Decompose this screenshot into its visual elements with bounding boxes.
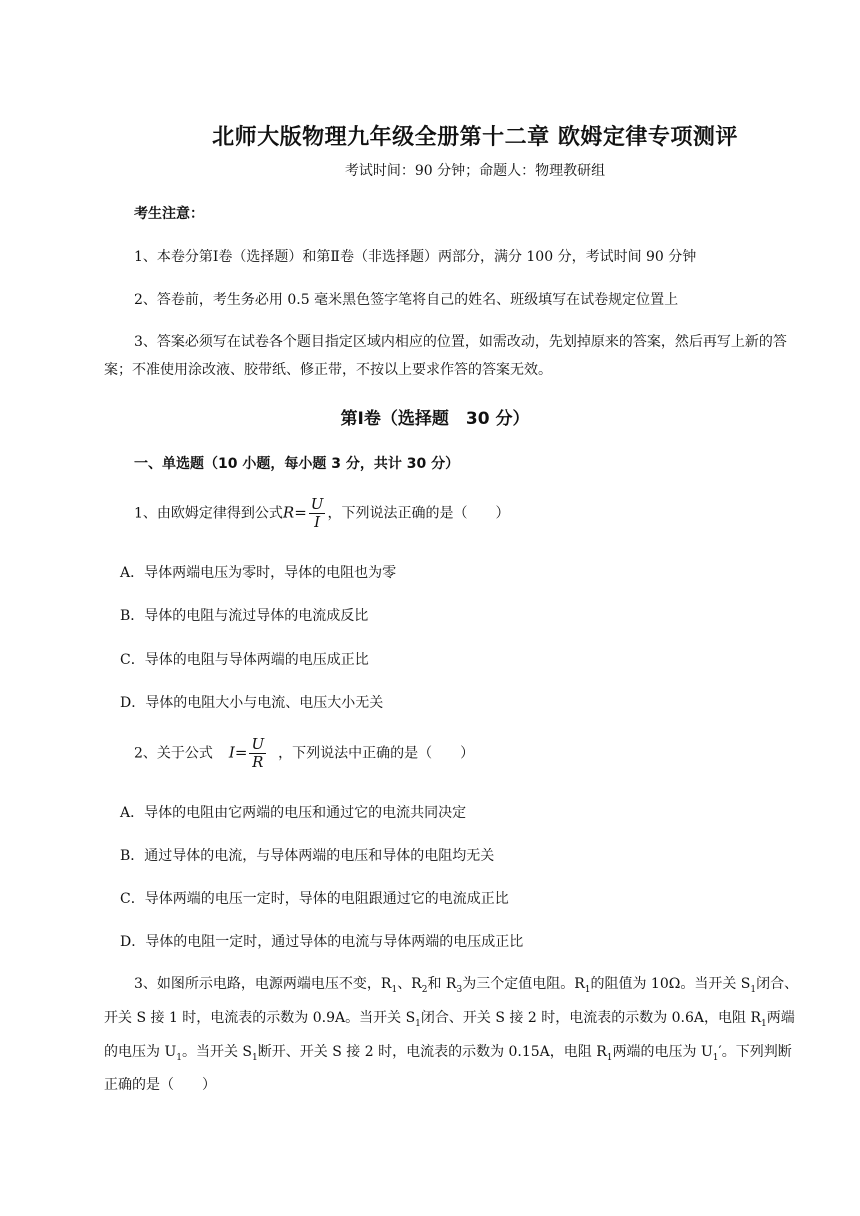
q3-text: 、R: [397, 976, 422, 992]
exam-info: 考试时间：90 分钟；命题人：物理教研组: [344, 163, 606, 179]
q3-text: 3、如图所示电路，电源两端电压不变，R: [134, 976, 392, 992]
q3-sub: 3: [456, 984, 463, 995]
q3-text: 两端的电压为 U: [612, 1043, 713, 1060]
q2-option-b: B．通过导体的电流，与导体两端的电压和导体的电阻均无关: [120, 848, 495, 864]
q3-text: 闭合、开关 S 接 1 时，电流表的示数为 0.9A。当开关 S: [104, 976, 799, 1026]
question-2: [134, 736, 474, 771]
q1-option-a: A．导体两端电压为零时，导体的电阻也为零: [120, 565, 397, 581]
page-title: 北师大版物理九年级全册第十二章 欧姆定律专项测评: [212, 125, 738, 150]
q2-option-a: A．导体的电阻由它两端的电压和通过它的电流共同决定: [120, 805, 467, 821]
question-2-suffix: ，下列说法中正确的是（ ）: [278, 745, 475, 762]
formula-fraction: [249, 736, 266, 771]
q3-sub: 2: [421, 984, 428, 995]
formula-numerator: U: [251, 735, 265, 753]
q3-sub: 1: [584, 984, 591, 995]
notice-item-1: 1、本卷分第Ⅰ卷（选择题）和第Ⅱ卷（非选择题）两部分，满分 100 分，考试时间 90 分钟: [134, 249, 697, 265]
q3-text: 为三个定值电阻。R: [462, 976, 585, 992]
q3-text: 的阻值为 10Ω。当开关 S: [590, 976, 751, 992]
q3-text: 闭合、开关 S 接 2 时，电流表的示数为 0.6A，电阻 R: [420, 1009, 762, 1026]
q2-option-d: D．导体的电阻一定时，通过导体的电流与导体两端的电压成正比: [120, 934, 524, 950]
formula-eq: =: [234, 743, 248, 762]
question-1-prefix: 1、由欧姆定律得到公式: [134, 505, 283, 522]
formula-denominator: I: [314, 513, 321, 531]
q3-text: 。当开关 S: [181, 1043, 253, 1060]
q1-option-b: B．导体的电阻与流过导体的电流成反比: [120, 608, 369, 624]
question-1-suffix: ，下列说法正确的是（ ）: [327, 505, 510, 522]
q3-sub: 1: [761, 1018, 767, 1029]
formula-fraction: [309, 496, 326, 531]
notice-item-2: 2、答卷前，考生务必用 0.5 毫米黑色签字笔将自己的姓名、班级填写在试卷规定位置上: [134, 292, 679, 308]
q2-option-c: C．导体两端的电压一定时，导体的电阻跟通过它的电流成正比: [120, 891, 509, 907]
formula-lhs: I: [228, 743, 235, 762]
q1-option-d: D．导体的电阻大小与电流、电压大小无关: [120, 695, 384, 711]
q3-text: 和 R: [427, 976, 457, 992]
q3-text: 断开、开关 S 接 2 时，电流表的示数为 0.15A，电阻 R: [257, 1043, 607, 1060]
formula-lhs: R: [282, 503, 295, 522]
q3-sub: 1: [415, 1018, 421, 1029]
q3-sub: 1: [750, 984, 757, 995]
q1-option-c: C．导体的电阻与导体两端的电压成正比: [120, 652, 369, 668]
q3-sub: 1: [391, 984, 398, 995]
section-title: 第Ⅰ卷（选择题 30 分）: [340, 409, 530, 429]
part-heading: 一、单选题（10 小题，每小题 3 分，共计 30 分）: [134, 456, 460, 472]
notice-item-3: 3、答案必须写在试卷各个题目指定区域内相应的位置，如需改动，先划掉原来的答案，然后再写上新的答案；不准使用涂改液、胶带纸、修正带，不按以上要求作答的答案无效。: [104, 334, 787, 378]
q3-sub: 1: [606, 1052, 613, 1063]
question-1: [134, 496, 509, 531]
q3-sub: 1: [252, 1052, 258, 1063]
formula-eq: =: [294, 503, 307, 522]
formula-denominator: R: [252, 753, 264, 771]
q3-text: ′。下列判断正确的是（ ）: [104, 1043, 792, 1094]
formula-numerator: U: [310, 495, 324, 513]
q3-sub: 1: [176, 1052, 182, 1063]
question-2-prefix: 2、关于公式: [134, 745, 213, 762]
q3-text: 两端的电压为 U: [104, 1009, 795, 1060]
q3-sub: 1: [712, 1052, 719, 1063]
question-3: [104, 970, 804, 1099]
notice-heading: 考生注意：: [134, 206, 204, 222]
